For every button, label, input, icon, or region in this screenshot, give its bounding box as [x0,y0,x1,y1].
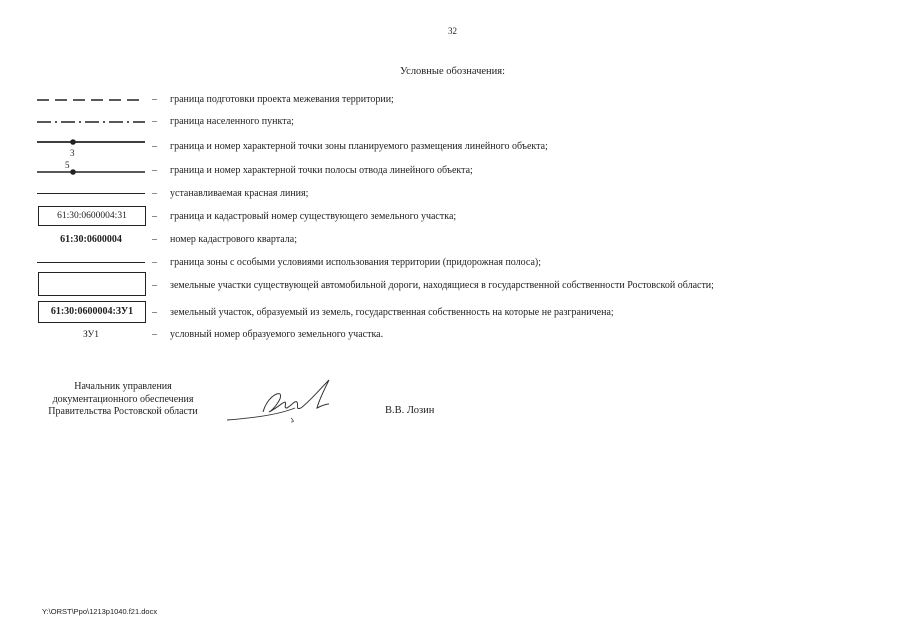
cadastral-parcel-symbol [37,206,147,228]
legend-title: Условные обозначения: [399,66,505,77]
legend-description: номер кадастрового квартала; [170,234,298,245]
point-number: 3 [70,148,75,158]
position-line: Правительства Ростовской области [48,406,198,417]
characteristic-point-symbol [37,136,147,158]
legend-row [0,183,905,205]
separator: – [152,188,157,199]
position-line: документационного обеспечения [52,393,194,405]
legend-description: граница населенного пункта; [170,116,294,127]
page-number: 32 [448,26,457,36]
legend-row [0,275,905,297]
empty-box [38,272,146,296]
special-zone-line-symbol [37,252,147,274]
legend-row [0,229,905,251]
cadastral-quarter-number: 61:30:0600004 [60,234,122,245]
point-number: 5 [65,160,70,170]
legend-description: земельные участки существующей автомобильной дороги, находящиеся в государственной собственности Ростовской области; [170,280,714,291]
separator: – [152,257,157,268]
legend-row [0,252,905,274]
legend-row [0,89,905,111]
signatory-name: В.В. Лозин [385,405,435,416]
red-line-symbol [37,183,147,205]
separator: – [152,307,157,318]
legend-description: граница зоны с особыми условиями использования территории (придорожная полоса); [170,257,542,268]
legend-row [0,136,905,158]
separator: – [152,211,157,222]
new-parcel-symbol [37,302,147,324]
legend-row [0,302,905,324]
conditional-number-symbol [37,324,147,346]
dashed-line-symbol [37,89,147,111]
separator: – [152,141,157,152]
legend-row [0,206,905,228]
road-parcel-symbol [37,275,147,297]
legend-description: условный номер образуемого земельного участка. [170,329,384,340]
new-parcel-number-box: 61:30:0600004:ЗУ1 [38,301,146,323]
handwritten-signature [225,378,340,428]
signatory-position [37,381,209,419]
legend-description: граница и номер характерной точки зоны планируемого размещения линейного объекта; [170,141,548,152]
legend-row [0,160,905,182]
separator: – [152,94,157,105]
legend-description: граница подготовки проекта межевания территории; [170,94,394,105]
legend-row [0,324,905,346]
separator: – [152,329,157,340]
cadastral-quarter-symbol [37,229,147,251]
dash-dot-line-symbol [37,111,147,133]
conditional-number: ЗУ1 [83,330,99,340]
legend-description: устанавливаемая красная линия; [170,188,309,199]
separator: – [152,165,157,176]
legend-description: граница и номер характерной точки полосы отвода линейного объекта; [170,165,473,176]
legend-description: граница и кадастровый номер существующего земельного участка; [170,211,457,222]
file-path: Y:\ORST\Ppo\1213p1040.f21.docx [42,607,158,616]
separator: – [152,280,157,291]
legend-description: земельный участок, образуемый из земель, государственная собственность на которые не разграничена; [170,307,614,318]
allotment-point-symbol [37,160,147,182]
separator: – [152,234,157,245]
cadastral-number-box: 61:30:0600004:31 [38,206,146,226]
legend-row [0,111,905,133]
separator: – [152,116,157,127]
position-line: Начальник управления [74,381,172,392]
